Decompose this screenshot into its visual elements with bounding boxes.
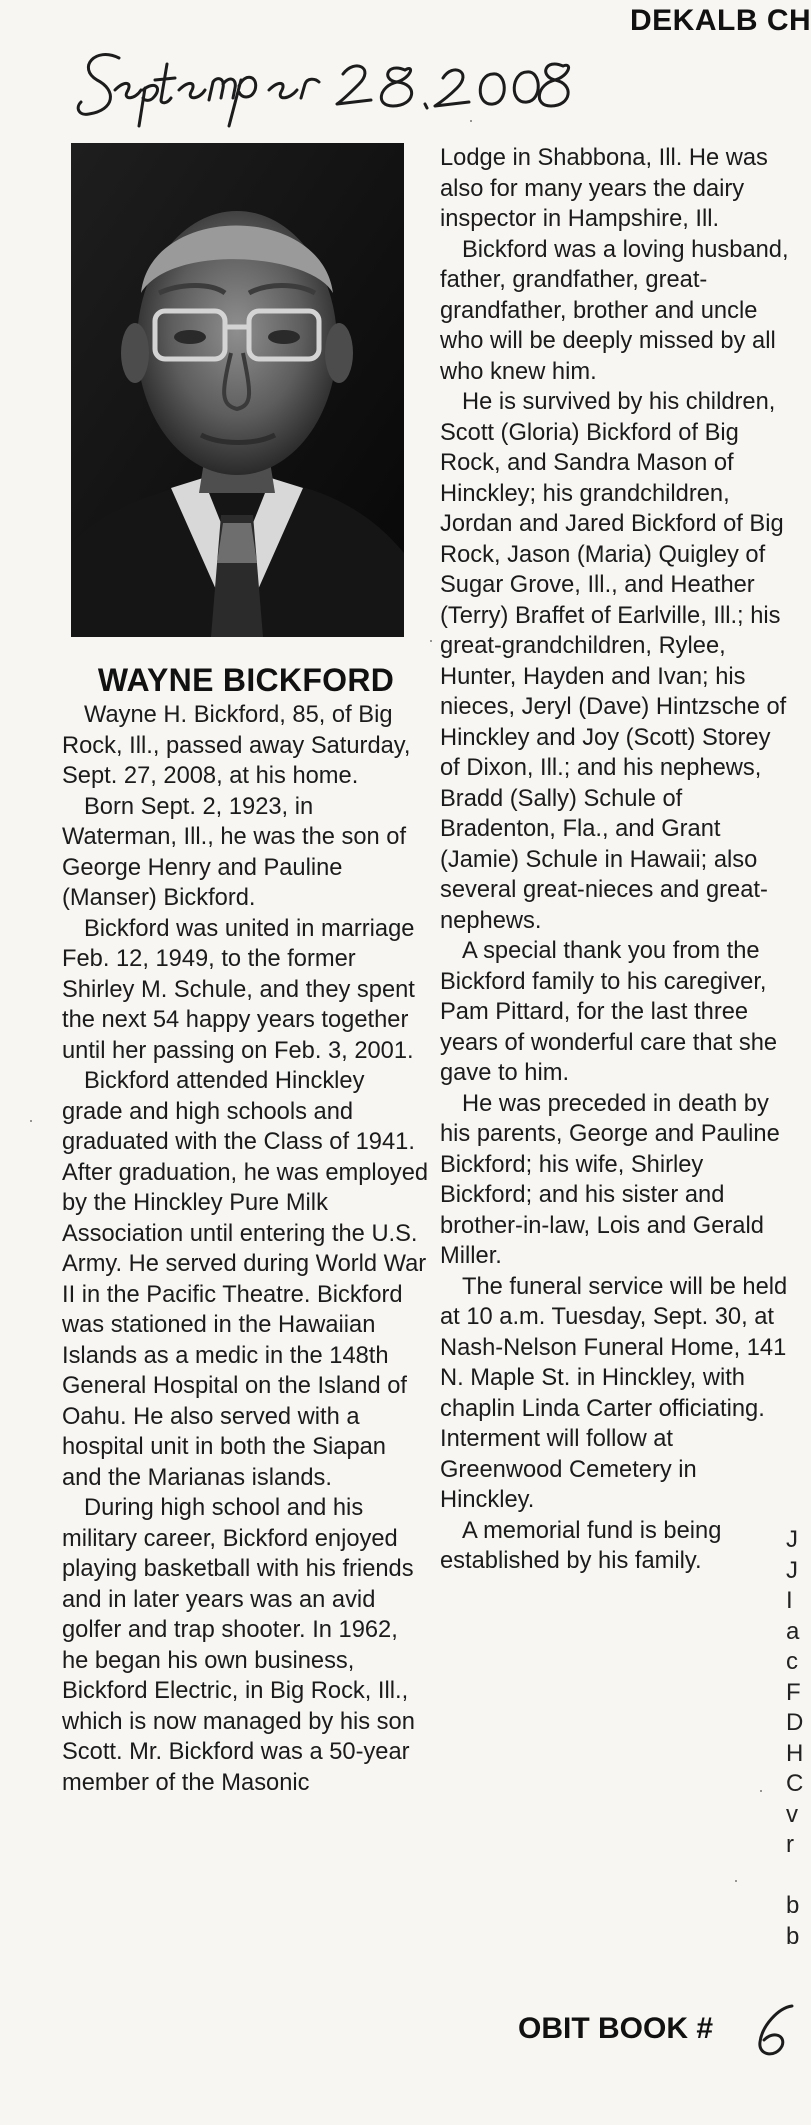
- obit-book-label: OBIT BOOK #: [518, 2012, 714, 2045]
- print-speck: [430, 640, 432, 642]
- print-speck: [760, 1790, 762, 1792]
- handwritten-date-drawing: [75, 28, 575, 128]
- obituary-paragraph: A special thank you from the Bickford family to his caregiver, Pam Pittard, for the last three years of wonderful care that she gave to him.: [440, 938, 778, 1086]
- fragment-letter: D: [786, 1709, 804, 1736]
- obituary-paragraph: Wayne H. Bickford, 85, of Big Rock, Ill., passed away Saturday, Sept. 27, 2008, at his home.: [62, 702, 411, 789]
- handwritten-date: [75, 28, 575, 128]
- handwritten-book-number: [750, 2000, 801, 2060]
- obituary-paragraph: Bickford was united in marriage Feb. 12, 1949, to the former Shirley M. Schule, and they spent the next 54 happy years together until her passing on Feb. 3, 2001.: [62, 915, 415, 1064]
- print-speck: [470, 120, 472, 122]
- obituary-paragraph: Bickford was a loving husband, father, grandfather, great-grandfather, brother and uncle who will be deeply missed by all who knew him.: [440, 236, 789, 385]
- newspaper-masthead: DEKALB CH: [630, 4, 811, 37]
- portrait-photo: [71, 143, 404, 637]
- obituary-paragraph: He was preceded in death by his parents, George and Pauline Bickford; his wife, Shirley Bickford; and his sister and brother-in-law, Lois and Gerald Miller.: [440, 1090, 780, 1269]
- fragment-letter: a: [786, 1617, 800, 1645]
- fragment-letter: J: [786, 1556, 798, 1584]
- adjacent-column-fragments: [786, 1525, 804, 1995]
- fragment-letter: v: [786, 1800, 798, 1828]
- print-speck: [735, 1880, 737, 1882]
- fragment-letter: J: [786, 1526, 798, 1553]
- obituary-column-1: [62, 700, 430, 1798]
- obituary-paragraph: Born Sept. 2, 1923, in Waterman, Ill., he was the son of George Henry and Pauline (Manser) Bickford.: [62, 793, 407, 911]
- fragment-letter: c: [786, 1648, 798, 1675]
- fragment-letter: [786, 1861, 801, 1892]
- obituary-paragraph-continued: Lodge in Shabbona, Ill. He was also for many years the dairy inspector in Hampshire, Ill.: [440, 145, 768, 232]
- obituary-paragraph: During high school and his military career, Bickford enjoyed playing basketball with his friends and in later years was an avid golfer and trap shooter. In 1962, he began his own business, Bickford Electric, in Big Rock, Ill., which is now managed by his son Scott. Mr. Bickford was a 50-year member of the Masonic: [62, 1495, 415, 1796]
- obituary-paragraph: He is survived by his children, Scott (Gloria) Bickford of Big Rock, and Sandra Mason of Hinckley; his grandchildren, Jordan and Jared Bickford of Big Rock, Jason (Maria) Quigley of Sugar Grove, Ill., and Heather (Terry) Braffet of Earlville, Ill.; his great-grandchildren, Rylee, Hunter, Hayden and Ivan; his nieces, Jeryl (Dave) Hintzsche of Hinckley and Joy (Scott) Storey of Dixon, Ill.; and his nephews, Bradd (Sally) Schule of Bradenton, Fla., and Grant (Jamie) Schule in Hawaii; also several great-nieces and great-nephews.: [440, 389, 787, 934]
- obituary-column-2: [440, 143, 790, 1577]
- obituary-paragraph: Bickford attended Hinckley grade and high schools and graduated with the Class of 1941. After graduation, he was employed by the Hinckley Pure Milk Association until entering the U.S. Army. He served during World War II in the Pacific Theatre. Bickford was stationed in the Hawaiian Islands as a medic in the 148th General Hospital on the Island of Oahu. He also served with a hospital unit in both the Siapan and the Marianas islands.: [62, 1068, 429, 1491]
- obituary-headline: WAYNE BICKFORD: [97, 662, 395, 698]
- fragment-letter: I: [786, 1587, 793, 1614]
- fragment-letter: b: [786, 1892, 800, 1919]
- obituary-paragraph: A memorial fund is being established by his family.: [440, 1517, 722, 1574]
- print-speck: [30, 1120, 32, 1122]
- handwritten-number-drawing: [750, 2000, 801, 2060]
- fragment-letter: H: [786, 1739, 804, 1767]
- fragment-letter: F: [786, 1678, 801, 1706]
- obituary-paragraph: The funeral service will be held at 10 a.m. Tuesday, Sept. 30, at Nash-Nelson Funeral Home, 141 N. Maple St. in Hinckley, with chaplin Linda Carter officiating. Interment will follow at Greenwood Cemetery in Hinckley.: [440, 1273, 788, 1513]
- fragment-letter: r: [786, 1831, 794, 1858]
- fragment-letter: b: [786, 1922, 800, 1950]
- fragment-letter: C: [786, 1770, 804, 1797]
